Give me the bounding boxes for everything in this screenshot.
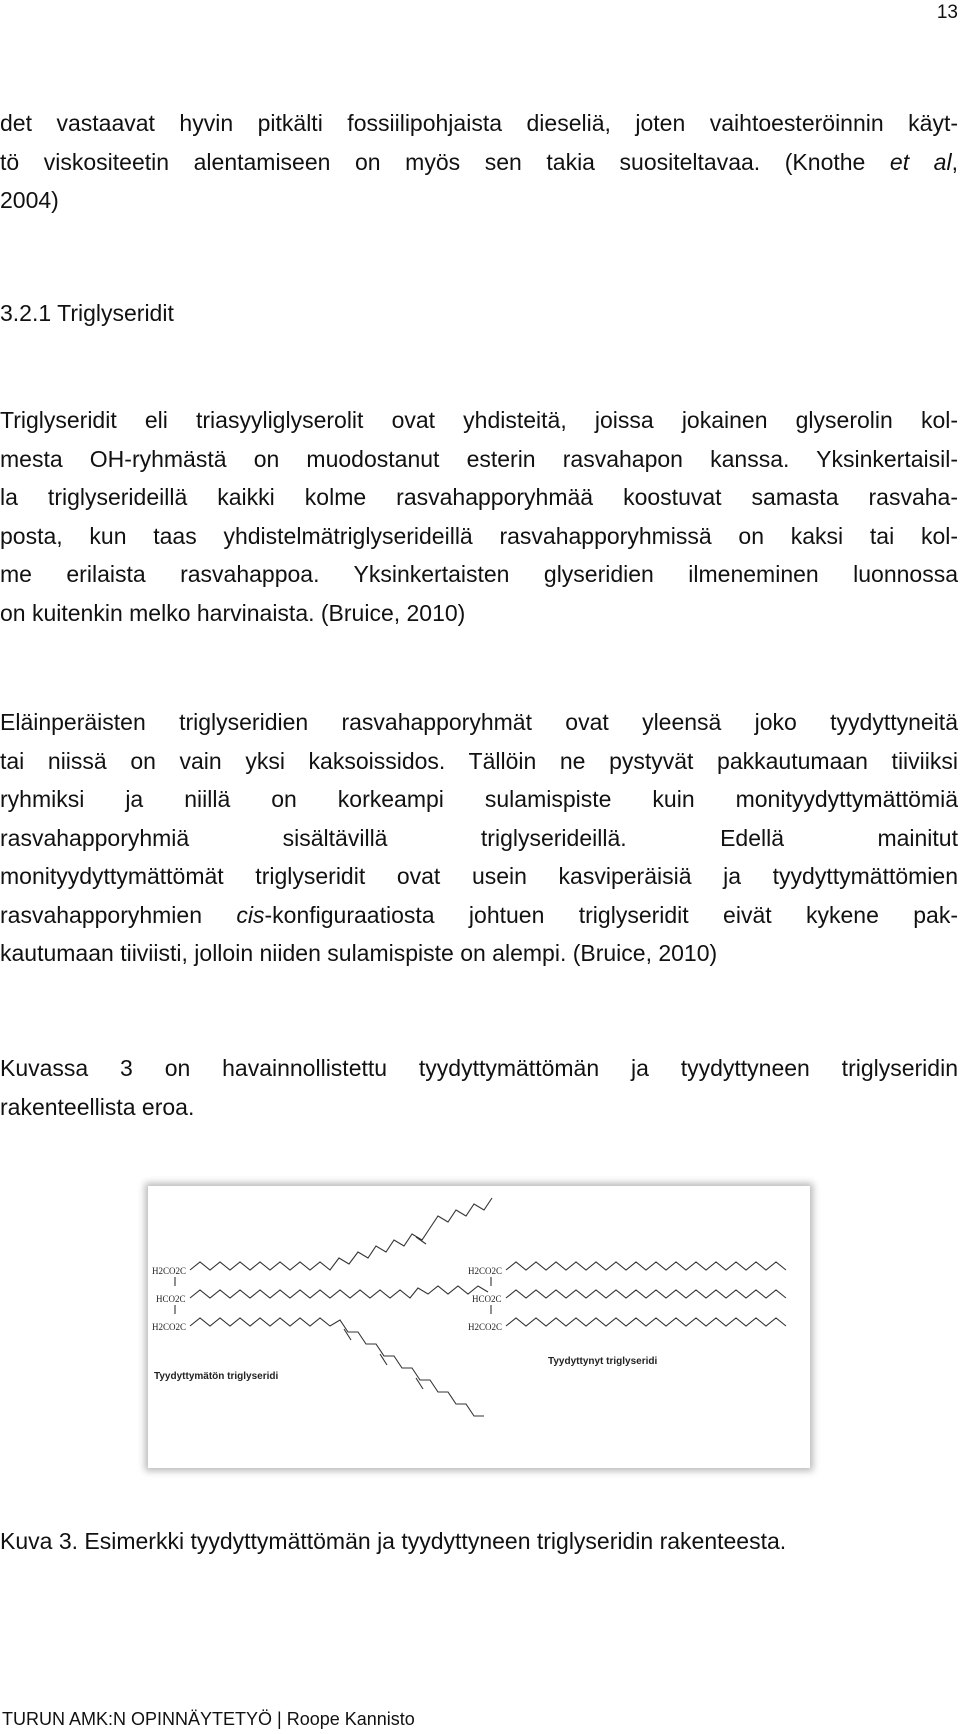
text-line: la triglyserideillä kaikki kolme rasvahapporyhmää koostuvat samasta rasvaha- (0, 484, 958, 510)
page-footer: TURUN AMK:N OPINNÄYTETYÖ | Roope Kannisto (2, 1709, 415, 1729)
label-h2co2c: H2CO2C (468, 1266, 503, 1276)
text-line: Triglyseridit eli triasyyliglyserolit ovat yhdisteitä, joissa jokainen glyserolin kol- (0, 407, 958, 433)
label-hco2c: HCO2C (156, 1294, 186, 1304)
label-h2co2c: H2CO2C (152, 1266, 187, 1276)
text-line: Eläinperäisten triglyseridien rasvahapporyhmät ovat yleensä joko tyydyttyneitä (0, 709, 958, 735)
text-line: on kuitenkin melko harvinaista. (Bruice, 2010) (0, 599, 466, 626)
text-line: ryhmiksi ja niillä on korkeampi sulamispiste kuin monityydyttymättömiä (0, 786, 958, 812)
text-line: tö viskositeetin alentamiseen on myös sen takia suositeltavaa. (Knothe et al, (0, 148, 958, 175)
label-h2co2c: H2CO2C (152, 1322, 187, 1332)
text-line: Kuvassa 3 on havainnollistettu tyydyttymättömän ja tyydyttyneen triglyseridin (0, 1055, 958, 1081)
figure-caption: Kuva 3. Esimerkki tyydyttymättömän ja tyydyttyneen triglyseridin rakenteesta. (0, 1528, 787, 1554)
paragraph-continuation (0, 104, 958, 220)
label-hco2c: HCO2C (472, 1294, 502, 1304)
text-line: rasvahapporyhmiä sisältävillä triglyserideillä. Edellä mainitut (0, 824, 958, 851)
paragraph-figure-intro (0, 1049, 958, 1126)
page-number: 13 (936, 2, 958, 23)
fatty-acid-chain-2-saturated (506, 1290, 786, 1298)
fatty-acid-chain-3-saturated (506, 1318, 786, 1326)
paragraph-triglycerides (0, 401, 958, 632)
fatty-acid-chain-1-saturated (506, 1262, 786, 1270)
text-line: 2004) (0, 187, 59, 213)
section-heading: 3.2.1 Triglyseridit (0, 300, 174, 326)
triglyceride-structures-svg (148, 1186, 810, 1468)
text-line: rasvahapporyhmien cis-konfiguraatiosta johtuen triglyseridit eivät kykene pak- (0, 901, 958, 928)
caption-saturated: Tyydyttynyt triglyseridi (548, 1356, 658, 1367)
fatty-acid-chain-3-unsaturated (190, 1318, 484, 1416)
fatty-acid-chain-2-unsaturated (190, 1286, 488, 1298)
text-line: me erilaista rasvahappoa. Yksinkertaisten glyseridien ilmeneminen luonnossa (0, 561, 958, 587)
text-line: det vastaavat hyvin pitkälti fossiilipohjaista dieseliä, joten vaihtoesteröinnin käyt- (0, 110, 958, 136)
italic-et-al: et al (889, 148, 952, 175)
paragraph-animal-fats (0, 703, 958, 973)
triglyceride-figure (148, 1186, 810, 1468)
fatty-acid-chain-1-unsaturated (190, 1198, 492, 1270)
label-h2co2c: H2CO2C (468, 1322, 503, 1332)
text-line: monityydyttymättömät triglyseridit ovat usein kasviperäisiä ja tyydyttymättömien (0, 863, 958, 889)
text-line: posta, kun taas yhdistelmätriglyserideillä rasvahapporyhmissä on kaksi tai kol- (0, 522, 958, 549)
text-line: kautumaan tiiviisti, jolloin niiden sulamispiste on alempi. (Bruice, 2010) (0, 940, 718, 966)
text-line: rakenteellista eroa. (0, 1093, 195, 1120)
text-line: mesta OH-ryhmästä on muodostanut esterin rasvahapon kanssa. Yksinkertaisil- (0, 445, 958, 472)
italic-cis: cis (236, 901, 265, 928)
caption-unsaturated: Tyydyttymätön triglyseridi (154, 1371, 279, 1382)
text-line: tai niissä on vain yksi kaksoissidos. Tällöin ne pystyvät pakkautumaan tiiviiksi (0, 747, 958, 774)
